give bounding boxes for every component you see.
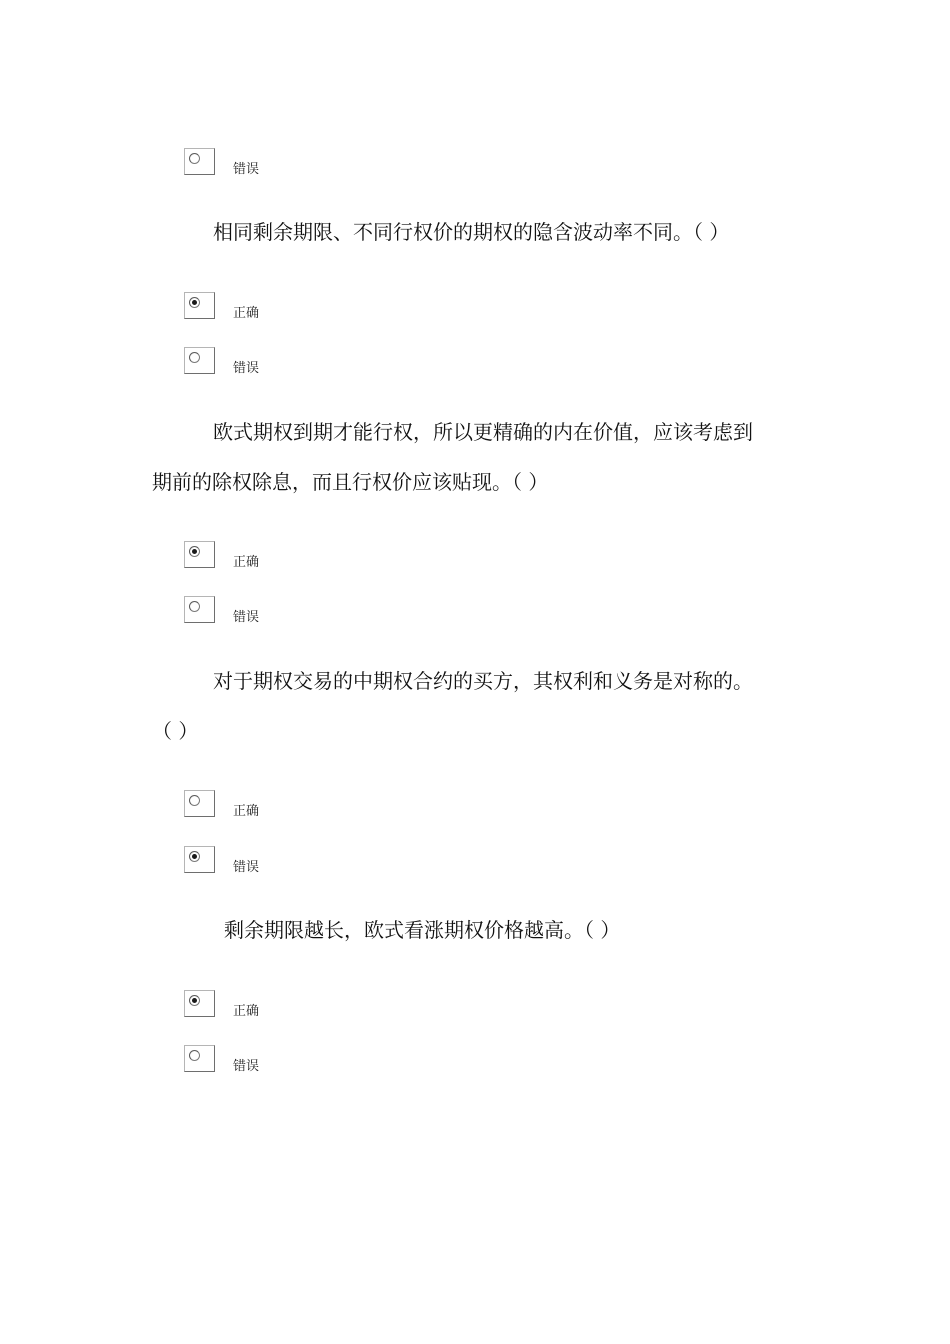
radio-selected-icon bbox=[189, 546, 200, 557]
question-1-text bbox=[213, 220, 729, 244]
option-label-wrong: 错误 bbox=[233, 162, 260, 177]
question-4-text bbox=[224, 918, 620, 942]
radio-button-frame[interactable] bbox=[184, 596, 215, 623]
radio-unselected-icon bbox=[189, 352, 200, 363]
question-line: 对于期权交易的中期权合约的买方，其权利和义务是对称的。 bbox=[213, 669, 753, 693]
radio-button-frame[interactable] bbox=[184, 846, 215, 873]
option-label-wrong: 错误 bbox=[233, 361, 260, 376]
question-line: 期前的除权除息，而且行权价应该贴现。（ ） bbox=[152, 470, 549, 494]
radio-dot-icon bbox=[192, 854, 197, 859]
radio-button-frame[interactable] bbox=[184, 541, 215, 568]
question-3-line-2 bbox=[152, 719, 198, 743]
radio-unselected-icon bbox=[189, 1050, 200, 1061]
radio-unselected-icon bbox=[189, 795, 200, 806]
radio-selected-icon bbox=[189, 995, 200, 1006]
question-line: （ ） bbox=[152, 719, 199, 743]
radio-button-frame[interactable] bbox=[184, 1045, 215, 1072]
radio-button-frame[interactable] bbox=[184, 292, 215, 319]
option-label-correct: 正确 bbox=[233, 306, 260, 321]
radio-unselected-icon bbox=[189, 153, 200, 164]
question-line: 欧式期权到期才能行权，所以更精确的内在价值，应该考虑到 bbox=[213, 420, 753, 444]
radio-selected-icon bbox=[189, 297, 200, 308]
question-2-line-2 bbox=[152, 470, 548, 494]
radio-button-frame[interactable] bbox=[184, 990, 215, 1017]
option-label-wrong: 错误 bbox=[233, 860, 260, 875]
radio-button-frame[interactable] bbox=[184, 790, 215, 817]
radio-unselected-icon bbox=[189, 601, 200, 612]
radio-selected-icon bbox=[189, 851, 200, 862]
radio-dot-icon bbox=[192, 300, 197, 305]
option-label-wrong: 错误 bbox=[233, 1059, 260, 1074]
option-label-correct: 正确 bbox=[233, 804, 260, 819]
radio-dot-icon bbox=[192, 549, 197, 554]
radio-dot-icon bbox=[192, 998, 197, 1003]
radio-button-frame[interactable] bbox=[184, 148, 215, 175]
radio-button-frame[interactable] bbox=[184, 347, 215, 374]
question-line: 剩余期限越长，欧式看涨期权价格越高。（ ） bbox=[224, 918, 621, 942]
option-label-correct: 正确 bbox=[233, 1004, 260, 1019]
option-label-wrong: 错误 bbox=[233, 610, 260, 625]
question-3-line-1 bbox=[213, 669, 753, 693]
question-2-line-1 bbox=[213, 420, 753, 444]
question-line: 相同剩余期限、不同行权价的期权的隐含波动率不同。（ ） bbox=[213, 220, 730, 244]
option-label-correct: 正确 bbox=[233, 555, 260, 570]
